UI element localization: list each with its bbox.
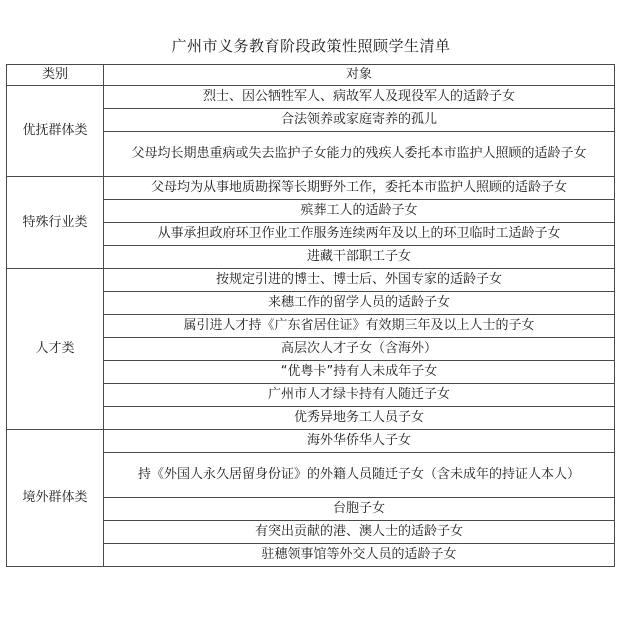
policy-table: [6, 64, 615, 567]
document-title: 广州市义务教育阶段政策性照顾学生清单: [171, 37, 451, 55]
object-cell: “优粤卡”持有人未成年子女: [104, 361, 615, 384]
object-cell: 合法领养或家庭寄养的孤儿: [104, 109, 615, 132]
object-cell: 台胞子女: [104, 498, 615, 521]
object-cell: 属引进人才持《广东省居住证》有效期三年及以上人士的子女: [104, 315, 615, 338]
object-cell: 驻穗领事馆等外交人员的适龄子女: [104, 544, 615, 567]
category-cell: 人才类: [7, 269, 104, 430]
object-cell: 来穗工作的留学人员的适龄子女: [104, 292, 615, 315]
table-row: [7, 269, 615, 292]
object-cell: 烈士、因公牺牲军人、病故军人及现役军人的适龄子女: [104, 86, 615, 109]
object-cell: 父母均为从事地质勘探等长期野外工作，委托本市监护人照顾的适龄子女: [104, 177, 615, 200]
table-row: [7, 86, 615, 109]
table-header-row: [7, 65, 615, 86]
object-cell: 持《外国人永久居留身份证》的外籍人员随迁子女（含未成年的持证人本人）: [104, 453, 615, 498]
category-cell: 境外群体类: [7, 430, 104, 567]
header-category: 类别: [7, 65, 104, 86]
object-cell: 从事承担政府环卫作业工作服务连续两年及以上的环卫临时工适龄子女: [104, 223, 615, 246]
object-cell: 优秀异地务工人员子女: [104, 407, 615, 430]
object-cell: 进藏干部职工子女: [104, 246, 615, 269]
object-cell: 广州市人才绿卡持有人随迁子女: [104, 384, 615, 407]
object-cell: 有突出贡献的港、澳人士的适龄子女: [104, 521, 615, 544]
category-cell: 优抚群体类: [7, 86, 104, 177]
table-row: [7, 177, 615, 200]
category-cell: 特殊行业类: [7, 177, 104, 269]
header-object: 对象: [104, 65, 615, 86]
object-cell: 按规定引进的博士、博士后、外国专家的适龄子女: [104, 269, 615, 292]
object-cell: 父母均长期患重病或失去监护子女能力的残疾人委托本市监护人照顾的适龄子女: [104, 132, 615, 177]
object-cell: 高层次人才子女（含海外）: [104, 338, 615, 361]
object-cell: 海外华侨华人子女: [104, 430, 615, 453]
object-cell: 殡葬工人的适龄子女: [104, 200, 615, 223]
table-row: [7, 430, 615, 453]
